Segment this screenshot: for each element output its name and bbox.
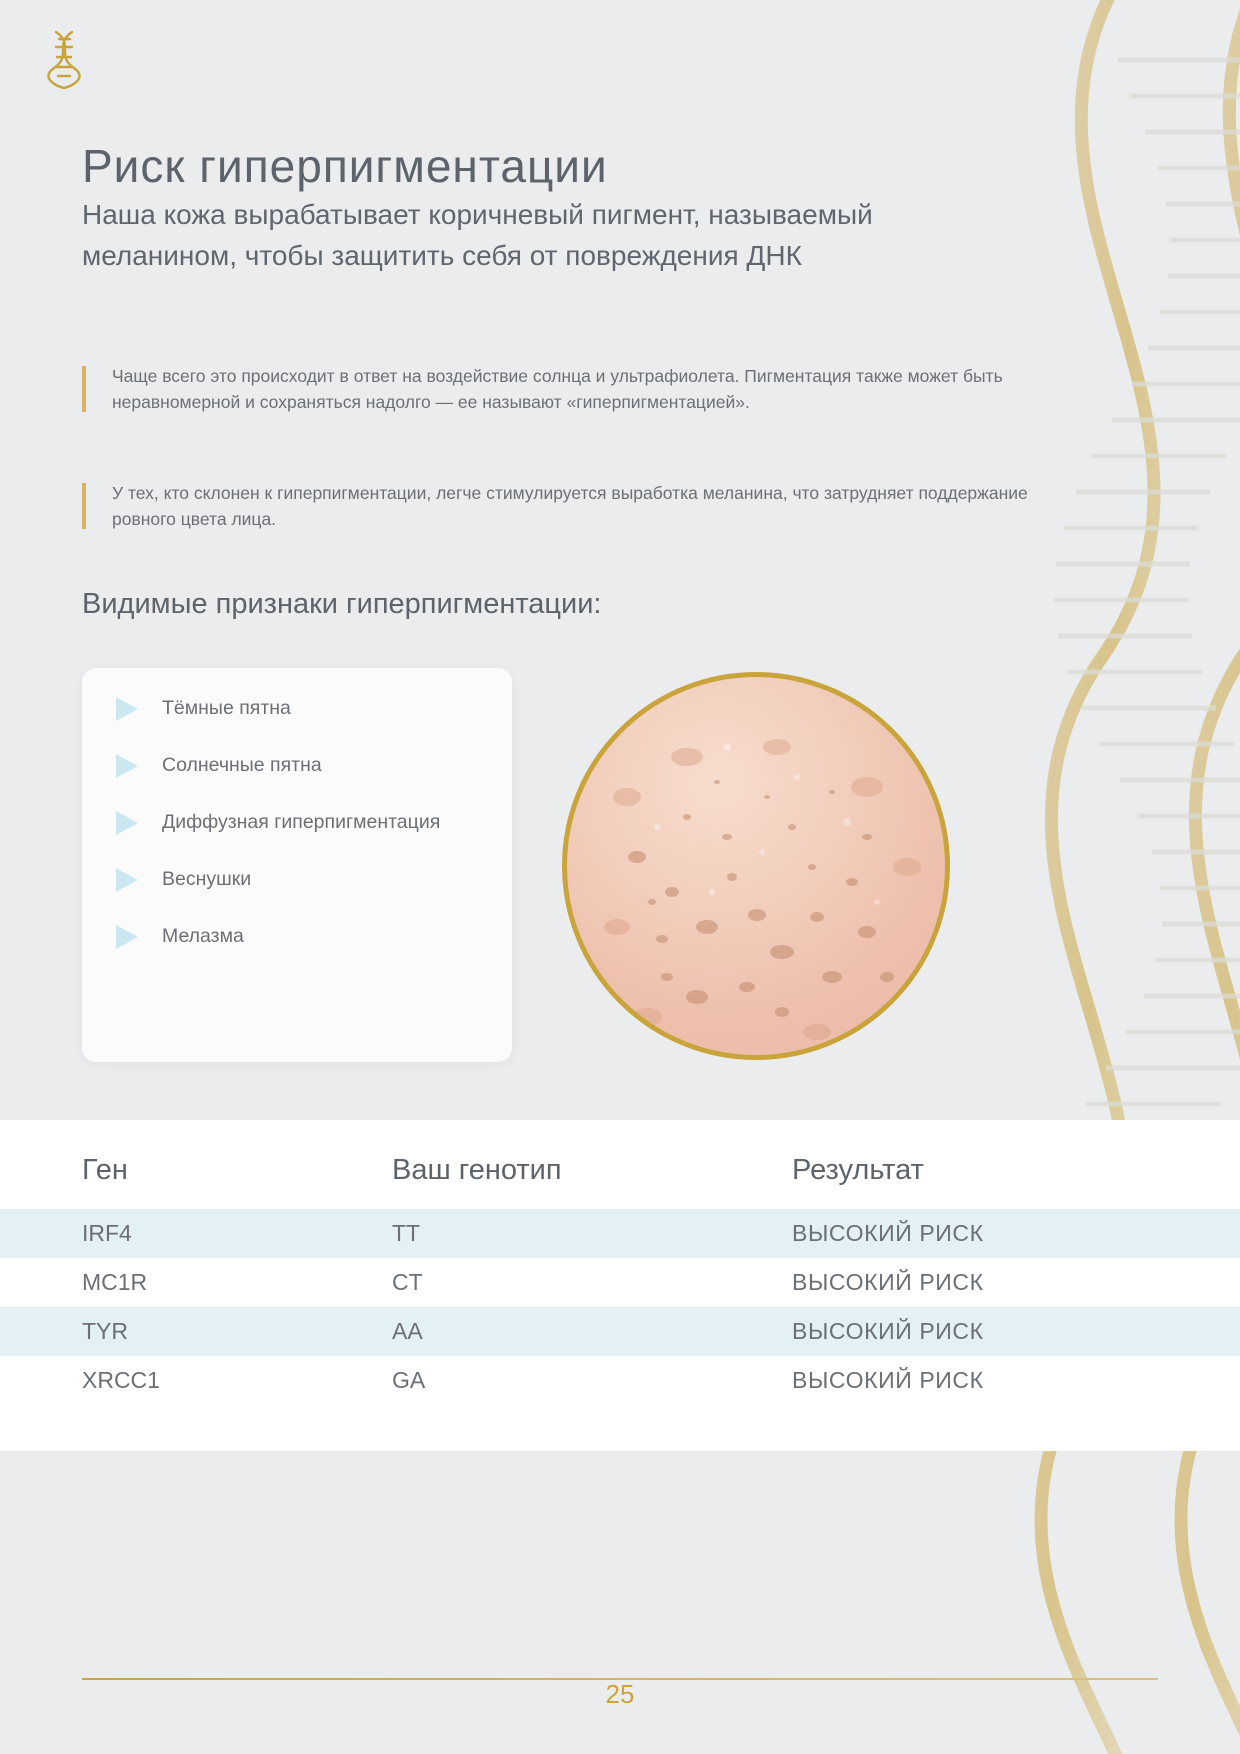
- status-badge: ВЫСОКИЙ РИСК: [792, 1307, 1240, 1356]
- cell-genotype: AA: [392, 1307, 792, 1356]
- triangle-right-icon: [116, 697, 138, 721]
- cell-gene: TYR: [0, 1307, 392, 1356]
- signs-card: [82, 668, 512, 1062]
- sign-label: Веснушки: [162, 868, 252, 890]
- note-text: У тех, кто склонен к гиперпигментации, легче стимулируется выработка меланина, что затрудняет поддержание ровного цвета лица.: [112, 483, 1028, 529]
- table-row: [0, 1307, 1240, 1356]
- signs-heading: Видимые признаки гиперпигментации:: [82, 588, 602, 620]
- cell-gene: MC1R: [82, 1269, 148, 1295]
- status-badge: ВЫСОКИЙ РИСК: [792, 1269, 984, 1295]
- list-item: [82, 694, 512, 723]
- list-item: [82, 865, 512, 894]
- triangle-right-icon: [116, 811, 138, 835]
- table-header-row: [0, 1146, 1240, 1209]
- cell-genotype: CT: [392, 1269, 423, 1295]
- column-header-result: Результат: [792, 1154, 924, 1186]
- dna-helix-icon: [42, 28, 88, 90]
- page-subtitle: Наша кожа вырабатывает коричневый пигмент, называемый меланином, чтобы защитить себя от повреждения ДНК: [82, 199, 873, 271]
- page-title: Риск гиперпигментации: [82, 139, 608, 192]
- table-row: [0, 1209, 1240, 1258]
- sign-label: Диффузная гиперпигментация: [162, 811, 441, 833]
- cell-genotype: GA: [392, 1367, 426, 1393]
- skin-closeup-photo: [562, 672, 950, 1060]
- sign-label: Солнечные пятна: [162, 754, 322, 776]
- page-number: 25: [605, 1679, 635, 1709]
- triangle-right-icon: [116, 868, 138, 892]
- freckle-texture: [567, 677, 950, 1060]
- cell-gene: XRCC1: [82, 1367, 160, 1393]
- triangle-right-icon: [116, 754, 138, 778]
- status-badge: ВЫСОКИЙ РИСК: [792, 1367, 984, 1393]
- triangle-right-icon: [116, 925, 138, 949]
- note-block-1: [82, 363, 1032, 415]
- column-header-gene: Ген: [82, 1154, 128, 1186]
- sign-label: Тёмные пятна: [162, 697, 291, 719]
- cell-gene: IRF4: [0, 1209, 392, 1258]
- list-item: [82, 922, 512, 951]
- note-block-2: [82, 480, 1032, 532]
- status-badge: ВЫСОКИЙ РИСК: [792, 1209, 1240, 1258]
- table-row: [0, 1356, 1240, 1405]
- cell-genotype: TT: [392, 1209, 792, 1258]
- sign-label: Мелазма: [162, 925, 244, 947]
- column-header-genotype: Ваш генотип: [392, 1154, 562, 1186]
- note-text: Чаще всего это происходит в ответ на воздействие солнца и ультрафиолета. Пигментация также может быть неравномерной и сохраняться надолго — ее называют «гиперпигментацией».: [112, 366, 1003, 412]
- table-row: [0, 1258, 1240, 1307]
- list-item: [82, 808, 512, 837]
- list-item: [82, 751, 512, 780]
- results-table-section: [0, 1120, 1240, 1451]
- results-table: [0, 1146, 1240, 1405]
